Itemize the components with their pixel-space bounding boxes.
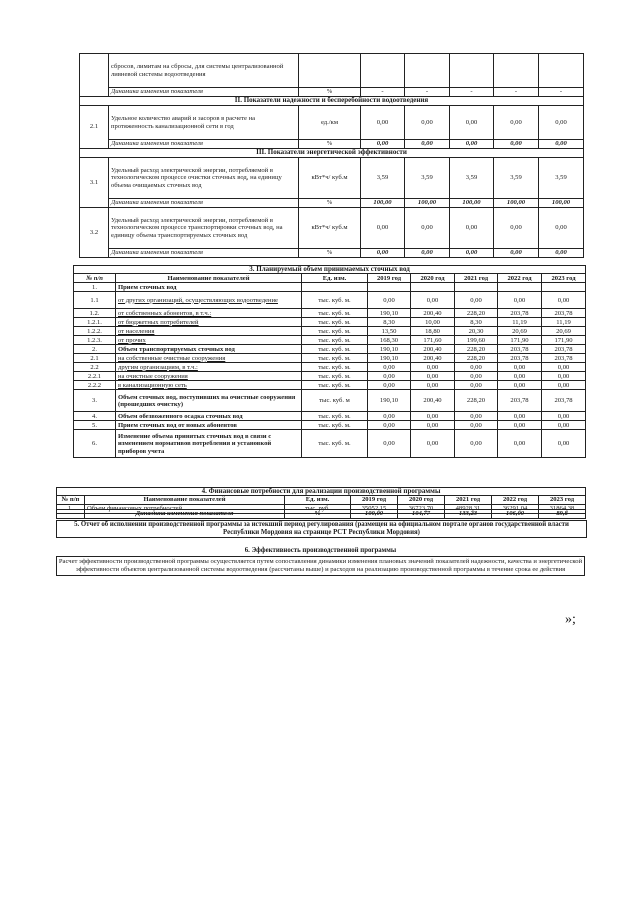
column-header: Ед. изм. xyxy=(302,274,368,283)
cell-name: Изменение объема принятых сточных вод в связи с изменением нормативов потребления и установкой приборов учета xyxy=(116,430,302,458)
cell-value: 0,00 xyxy=(498,292,542,309)
cell-name: от собственных абонентов, в т.ч.: xyxy=(116,309,302,318)
cell-name: Прием сточных вод xyxy=(116,283,302,292)
cell-value: 100,00 xyxy=(494,199,539,208)
table-row xyxy=(74,318,586,327)
cell-value: 0,00 xyxy=(368,363,411,372)
cell-value: 228,20 xyxy=(455,390,498,412)
section-heading: II. Показатели надежности и бесперебойности водоотведения xyxy=(80,97,584,106)
cell-value: 100,00 xyxy=(351,510,398,519)
cell-value: 168,30 xyxy=(368,336,411,345)
cell-unit: тыс. куб. м. xyxy=(302,430,368,458)
cell-number: 3. xyxy=(74,390,116,412)
table-row xyxy=(74,327,586,336)
cell-value: 31864,38 xyxy=(539,505,586,514)
cell-value: 190,10 xyxy=(368,354,411,363)
cell-value: 203,78 xyxy=(542,309,586,318)
cell-name: Динамика изменения показателя xyxy=(85,510,285,519)
cell-value: 0,00 xyxy=(368,372,411,381)
cell-number: 2.2 xyxy=(74,363,116,372)
cell-value: 0,00 xyxy=(542,381,586,390)
section-heading: 4. Финансовые потребности для реализации производственной программы xyxy=(57,488,586,496)
efficiency-paragraph: Расчет эффективности производственной программы осуществляется путем сопоставления динамики изменения плановых значений показателей надежности, качества и энергетической эффективности объектов централизованной системы водоотведения (рассчитаны выше) и расходов на реализацию производственной программы в течение срока ее действия xyxy=(56,556,585,576)
cell-unit: % xyxy=(299,88,361,97)
table-row xyxy=(80,158,584,199)
cell-value: 203,78 xyxy=(498,345,542,354)
section-heading-row xyxy=(74,266,586,274)
cell-value: 0,00 xyxy=(361,140,405,149)
cell-value: 0,00 xyxy=(542,430,586,458)
cell-number: 5. xyxy=(74,421,116,430)
cell-value xyxy=(498,283,542,292)
section-heading: III. Показатели энергетической эффективности xyxy=(80,149,584,158)
cell-value: 100,00 xyxy=(405,199,450,208)
cell-value: 0,00 xyxy=(450,106,494,140)
column-header: 2023 год xyxy=(539,496,586,505)
column-header: 2020 год xyxy=(398,496,445,505)
table-header-row xyxy=(57,496,586,505)
cell-unit: тыс. куб. м. xyxy=(302,327,368,336)
cell-name: Удельное количество аварий и засоров в расчете на протяженность канализационной сети в год xyxy=(109,106,299,140)
cell-value: 100,00 xyxy=(450,199,494,208)
cell-unit: % xyxy=(299,249,361,258)
cell-number: 2.1 xyxy=(74,354,116,363)
cell-value: 8,30 xyxy=(455,318,498,327)
cell-unit: тыс. куб. м. xyxy=(302,336,368,345)
cell-value: 11,19 xyxy=(498,318,542,327)
column-header: № п/п xyxy=(57,496,85,505)
column-header: 2023 год xyxy=(542,274,586,283)
cell-value: 89,8 xyxy=(539,510,586,519)
cell-name: на очистные сооружения xyxy=(116,372,302,381)
cell-value: 104,77 xyxy=(398,510,445,519)
cell-value: 203,78 xyxy=(542,354,586,363)
column-header: 2019 год xyxy=(368,274,411,283)
cell-value: - xyxy=(450,88,494,97)
table-row xyxy=(74,430,586,458)
table-row xyxy=(74,292,586,309)
cell-unit xyxy=(302,283,368,292)
cell-name: Удельный расход электрической энергии, потребляемой в технологическом процессе транспортировки сточных вод, на единицу объема транспортируемых сточных вод xyxy=(109,208,299,249)
table-header-row xyxy=(74,274,586,283)
column-header: 2019 год xyxy=(351,496,398,505)
cell-value: 36291,04 xyxy=(492,505,539,514)
cell-value: 203,78 xyxy=(542,390,586,412)
cell-value: 20,69 xyxy=(542,327,586,336)
cell-value: 0,00 xyxy=(411,412,455,421)
table-row xyxy=(80,208,584,249)
column-header: № п/п xyxy=(74,274,116,283)
cell-value: 0,00 xyxy=(368,381,411,390)
cell-value: 0,00 xyxy=(542,421,586,430)
table-body xyxy=(74,283,586,458)
cell-name: Динамика изменения показателя xyxy=(109,199,299,208)
cell-name: Динамика изменения показателя xyxy=(109,140,299,149)
cell-value: 0,00 xyxy=(542,372,586,381)
column-header: 2021 год xyxy=(455,274,498,283)
cell-number: 1.2. xyxy=(74,309,116,318)
cell-value: 0,00 xyxy=(494,208,539,249)
cell-value: 0,00 xyxy=(411,372,455,381)
cell-value: 0,00 xyxy=(368,421,411,430)
cell-unit: тыс. руб. xyxy=(285,505,351,514)
cell-unit: % xyxy=(299,140,361,149)
cell-value: 0,00 xyxy=(498,372,542,381)
table-row xyxy=(74,390,586,412)
cell-value: 0,00 xyxy=(542,292,586,309)
cell-value: 0,00 xyxy=(494,249,539,258)
cell-value: 10,00 xyxy=(411,318,455,327)
cell-value xyxy=(455,283,498,292)
cell-number: 1.2.3. xyxy=(74,336,116,345)
table-row xyxy=(80,88,584,97)
cell-value: 0,00 xyxy=(498,381,542,390)
cell-unit: тыс. куб. м. xyxy=(302,372,368,381)
cell-value: 20,30 xyxy=(455,327,498,336)
cell-name: от бюджетных потребителей xyxy=(116,318,302,327)
cell-value: 0,00 xyxy=(361,106,405,140)
cell-value: 35052,15 xyxy=(351,505,398,514)
column-header: 2022 год xyxy=(498,274,542,283)
section-heading: 3. Планируемый объем принимаемых сточных вод xyxy=(74,266,586,274)
wastewater-volume-table xyxy=(73,265,586,458)
cell-value: 0,00 xyxy=(411,421,455,430)
cell-number: 4. xyxy=(74,412,116,421)
cell-value: 0,00 xyxy=(450,249,494,258)
cell-number: 1.2.2. xyxy=(74,327,116,336)
cell-value: 0,00 xyxy=(368,412,411,421)
section-heading-row xyxy=(80,149,584,158)
cell-value: 0,00 xyxy=(361,249,405,258)
table-row xyxy=(74,354,586,363)
cell-value: 228,20 xyxy=(455,309,498,318)
cell-value: - xyxy=(494,88,539,97)
cell-value: 3,59 xyxy=(450,158,494,199)
cell-value: 3,59 xyxy=(405,158,450,199)
cell-value: 0,00 xyxy=(368,430,411,458)
cell-name: Объем финансовых потребностей xyxy=(85,505,285,514)
cell-number: 1.1 xyxy=(74,292,116,309)
cell-value: 0,00 xyxy=(405,249,450,258)
cell-value: 13,50 xyxy=(368,327,411,336)
cell-value: 48928,31 xyxy=(445,505,492,514)
cell-value: 0,00 xyxy=(494,140,539,149)
cell-value: 228,20 xyxy=(455,345,498,354)
table-row xyxy=(80,54,584,88)
cell-value: 200,40 xyxy=(411,390,455,412)
cell-unit: % xyxy=(299,199,361,208)
cell-unit: тыс. куб. м. xyxy=(302,412,368,421)
cell-value: 0,00 xyxy=(455,292,498,309)
cell-value: 0,00 xyxy=(405,106,450,140)
cell-number: 3.1 xyxy=(80,158,109,208)
cell-value: 0,00 xyxy=(498,421,542,430)
closing-quote: »; xyxy=(565,612,576,627)
cell-name: Динамика изменения показателя xyxy=(109,249,299,258)
cell-number: 2.2.2 xyxy=(74,381,116,390)
cell-value: - xyxy=(405,88,450,97)
cell-value xyxy=(411,283,455,292)
indicators-table xyxy=(79,53,584,258)
cell-unit: тыс. куб. м. xyxy=(302,381,368,390)
cell-name: от населения xyxy=(116,327,302,336)
cell-unit: тыс. куб. м xyxy=(302,390,368,412)
table-row xyxy=(57,510,586,519)
cell-value: 0,00 xyxy=(542,363,586,372)
table-row xyxy=(80,199,584,208)
cell-name: Удельный расход электрической энергии, потребляемой в технологическом процессе очистки сточных вод, на единицу объема очищаемых сточных вод xyxy=(109,158,299,199)
cell-value xyxy=(542,283,586,292)
cell-unit: тыс. куб. м. xyxy=(302,309,368,318)
cell-number: 3.2 xyxy=(80,208,109,258)
cell-value: 0,00 xyxy=(539,208,584,249)
cell-value: 0,00 xyxy=(494,106,539,140)
cell-value: 18,80 xyxy=(411,327,455,336)
cell-name: в канализационную сеть xyxy=(116,381,302,390)
cell-name: Объем транспортируемых сточных вод xyxy=(116,345,302,354)
cell-name: Динамика изменения показателя xyxy=(109,88,299,97)
cell-name: сбросов, лимитам на сбросы, для системы централизованной ливневой системы водоотведения xyxy=(109,54,299,88)
cell-unit: тыс. куб. м. xyxy=(302,363,368,372)
table-row xyxy=(80,249,584,258)
cell-value: 190,10 xyxy=(368,390,411,412)
cell-name: Объем обезвоженного осадка сточных вод xyxy=(116,412,302,421)
cell-value: 0,00 xyxy=(539,140,584,149)
cell-value: 171,90 xyxy=(498,336,542,345)
cell-value: 100,00 xyxy=(361,199,405,208)
cell-unit: тыс. куб. м. xyxy=(302,318,368,327)
cell-value: 203,78 xyxy=(542,345,586,354)
financial-dynamics-row xyxy=(56,509,586,519)
cell-unit: ед./км xyxy=(299,106,361,140)
cell-value: 0,00 xyxy=(498,430,542,458)
cell-value: 190,10 xyxy=(368,345,411,354)
cell-value: 203,78 xyxy=(498,390,542,412)
cell-value: 0,00 xyxy=(405,140,450,149)
table-row xyxy=(74,336,586,345)
cell-value: 3,59 xyxy=(539,158,584,199)
cell-name: от других организаций, осуществляющих водоотведение xyxy=(116,292,302,309)
table-row xyxy=(74,381,586,390)
cell-value: 3,59 xyxy=(494,158,539,199)
table-row xyxy=(74,372,586,381)
table-row xyxy=(74,412,586,421)
section-heading-row xyxy=(80,97,584,106)
cell-value: 0,00 xyxy=(450,140,494,149)
column-header: 2022 год xyxy=(492,496,539,505)
cell-value: 203,78 xyxy=(498,309,542,318)
cell-name: на собственные очистные сооружения xyxy=(116,354,302,363)
column-header: Наименование показателей xyxy=(85,496,285,505)
cell-value: 0,00 xyxy=(455,372,498,381)
section-5-text: 5. Отчет об исполнении производственной программы за истекший период регулирования (размещен на официальном портале органов государственной власти Республики Мордовия на странице РСТ Республики Мордовия) xyxy=(56,520,587,538)
cell-value: 200,40 xyxy=(411,354,455,363)
column-header: Ед. изм. xyxy=(285,496,351,505)
cell-value: - xyxy=(539,88,584,97)
cell-value: 11,19 xyxy=(542,318,586,327)
cell-value: 20,69 xyxy=(498,327,542,336)
cell-value: 0,00 xyxy=(539,249,584,258)
cell-value xyxy=(368,283,411,292)
cell-value: 0,00 xyxy=(542,412,586,421)
column-header: 2020 год xyxy=(411,274,455,283)
cell-number: 6. xyxy=(74,430,116,458)
cell-name: от прочих xyxy=(116,336,302,345)
table-row xyxy=(74,345,586,354)
cell-number: 1. xyxy=(74,283,116,292)
table-row xyxy=(80,140,584,149)
cell-value: 0,00 xyxy=(411,381,455,390)
cell-value: 200,40 xyxy=(411,345,455,354)
cell-number: 2.2.1 xyxy=(74,372,116,381)
cell-name: Объем сточных вод, поступивших на очистные сооружения (прошедших очистку) xyxy=(116,390,302,412)
cell-unit: тыс. куб. м. xyxy=(302,354,368,363)
cell-value: 199,60 xyxy=(455,336,498,345)
cell-name: другим организациям, в т.ч.: xyxy=(116,363,302,372)
section-6-heading: 6. Эффективность производственной программы xyxy=(244,547,397,554)
cell-unit: тыс. куб. м. xyxy=(302,421,368,430)
cell-value: 3,59 xyxy=(361,158,405,199)
cell-value: 0,00 xyxy=(455,430,498,458)
table-row xyxy=(80,106,584,140)
cell-value: 0,00 xyxy=(368,292,411,309)
cell-value: 0,00 xyxy=(450,208,494,249)
table-row xyxy=(74,363,586,372)
cell-value: 0,00 xyxy=(411,292,455,309)
cell-value: 133,23 xyxy=(445,510,492,519)
column-header: Наименование показателей xyxy=(116,274,302,283)
cell-value: 190,10 xyxy=(368,309,411,318)
cell-value: 0,00 xyxy=(539,106,584,140)
table-row xyxy=(74,283,586,292)
cell-value: 106,00 xyxy=(492,510,539,519)
cell-value: 0,00 xyxy=(498,363,542,372)
cell-value: 0,00 xyxy=(498,412,542,421)
column-header: 2021 год xyxy=(445,496,492,505)
cell-unit: кВт*ч/ куб.м xyxy=(299,158,361,199)
cell-unit: тыс. куб. м. xyxy=(302,292,368,309)
cell-value: 0,00 xyxy=(455,363,498,372)
cell-value: 0,00 xyxy=(361,208,405,249)
cell-value: 0,00 xyxy=(411,363,455,372)
table-row xyxy=(74,309,586,318)
cell-value: 171,90 xyxy=(542,336,586,345)
cell-value: 0,00 xyxy=(455,421,498,430)
cell-value: 203,78 xyxy=(498,354,542,363)
cell-number: 1.2.1. xyxy=(74,318,116,327)
cell-value: 100,00 xyxy=(539,199,584,208)
cell-value: 0,00 xyxy=(405,208,450,249)
cell-unit: % xyxy=(285,510,351,519)
table-row xyxy=(74,421,586,430)
cell-number: 2. xyxy=(74,345,116,354)
cell-unit: кВт*ч/ куб.м xyxy=(299,208,361,249)
cell-number: 2.1 xyxy=(80,106,109,149)
cell-value: 0,00 xyxy=(455,412,498,421)
cell-value: 200,40 xyxy=(411,309,455,318)
cell-value: - xyxy=(361,88,405,97)
cell-value: 8,30 xyxy=(368,318,411,327)
cell-value: 0,00 xyxy=(455,381,498,390)
cell-unit: тыс. куб. м. xyxy=(302,345,368,354)
cell-name: Прием сточных вод от новых абонентов xyxy=(116,421,302,430)
cell-value: 0,00 xyxy=(411,430,455,458)
cell-value: 228,20 xyxy=(455,354,498,363)
cell-number: 1. xyxy=(57,505,85,514)
cell-value: 36723,70 xyxy=(398,505,445,514)
cell-value: 171,60 xyxy=(411,336,455,345)
